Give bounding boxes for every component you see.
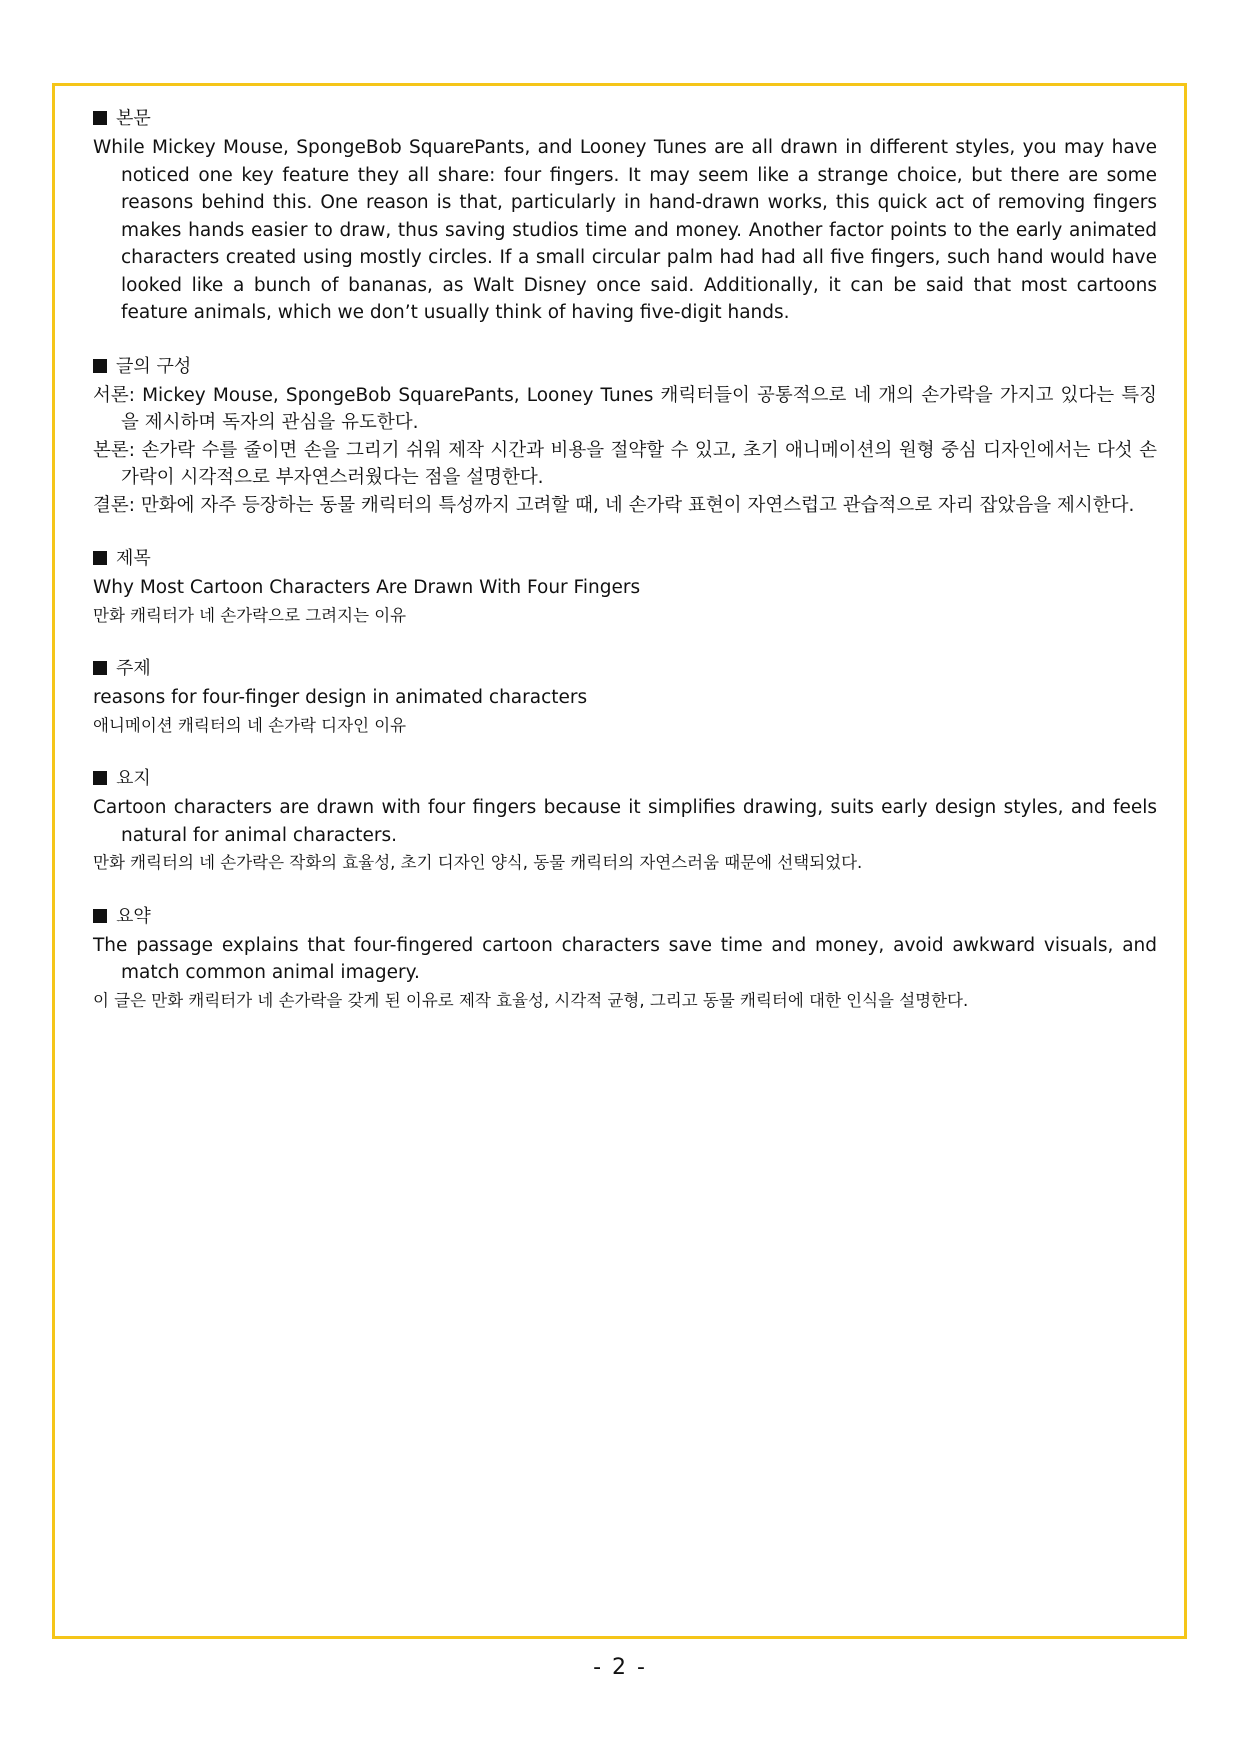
section-topic (93, 656, 1157, 739)
gist-korean: 만화 캐릭터의 네 손가락은 작화의 효율성, 초기 디자인 양식, 동물 캐릭터의 자연스러움 때문에 선택되었다. (93, 853, 863, 872)
title-korean: 만화 캐릭터가 네 손가락으로 그려지는 이유 (93, 605, 407, 625)
square-bullet-icon (93, 111, 107, 125)
square-bullet-icon (93, 661, 107, 675)
section-summary (93, 904, 1157, 1015)
section-structure (93, 354, 1157, 520)
section-body (93, 106, 1157, 327)
section-heading (93, 354, 1157, 380)
structure-main: 본론: 손가락 수를 줄이면 손을 그리기 쉬워 제작 시간과 비용을 절약할 수 있고, 초기 애니메이션의 원형 중심 디자인에서는 다섯 손가락이 시각적으로 부자연스러웠다는 점을 설명한다. (93, 439, 1157, 488)
summary-korean: 이 글은 만화 캐릭터가 네 손가락을 갖게 된 이유로 제작 효율성, 시각적 균형, 그리고 동물 캐릭터에 대한 인식을 설명한다. (93, 990, 969, 1010)
structure-intro: 서론: Mickey Mouse, SpongeBob SquarePants, Looney Tunes 캐릭터들이 공통적으로 네 개의 손가락을 가지고 있다는 특징을 제시하며 독자의 관심을 유도한다. (93, 384, 1157, 433)
square-bullet-icon (93, 909, 107, 923)
gist-english: Cartoon characters are drawn with four fingers because it simplifies drawing, suits early design styles, and feels natural for animal characters. (93, 797, 1157, 846)
section-heading-text: 주제 (116, 658, 151, 679)
section-heading-text: 본문 (116, 108, 151, 129)
square-bullet-icon (93, 359, 107, 373)
structure-conclusion: 결론: 만화에 자주 등장하는 동물 캐릭터의 특성까지 고려할 때, 네 손가락 표현이 자연스럽고 관습적으로 자리 잡았음을 제시한다. (93, 494, 1135, 516)
square-bullet-icon (93, 771, 107, 785)
topic-english: reasons for four-finger design in animated characters (93, 687, 588, 708)
body-paragraph: While Mickey Mouse, SpongeBob SquarePants, and Looney Tunes are all drawn in different styles, you may have noticed one key feature they all share: four fingers. It may seem like a strange choice, but there are some reasons behind this. One reason is that, particularly in hand-drawn works, this quick act of removing fingers makes hands easier to draw, thus saving studios time and money. Another factor points to the early animated characters created using mostly circles. If a small circular palm had had all five fingers, such hand would have looked like a bunch of bananas, as Walt Disney once said. Additionally, it can be said that most cartoons feature animals, which we don’t usually think of having five-digit hands. (93, 137, 1157, 323)
section-gist (93, 766, 1157, 877)
section-heading-text: 요약 (116, 905, 151, 927)
section-heading (93, 656, 1157, 682)
section-heading (93, 904, 1157, 930)
page-number: - 2 - (593, 1655, 647, 1680)
topic-korean: 애니메이션 캐릭터의 네 손가락 디자인 이유 (93, 715, 407, 735)
summary-english: The passage explains that four-fingered cartoon characters save time and money, avoid awkward visuals, and match common animal imagery. (93, 934, 1157, 983)
section-heading-text: 글의 구성 (116, 355, 192, 377)
section-heading (93, 106, 1157, 132)
section-heading (93, 766, 1157, 792)
section-heading-text: 제목 (116, 548, 151, 569)
section-title (93, 546, 1157, 629)
section-heading-text: 요지 (116, 768, 151, 789)
title-english: Why Most Cartoon Characters Are Drawn With Four Fingers (93, 577, 641, 598)
document-content (93, 106, 1157, 1041)
square-bullet-icon (93, 551, 107, 565)
section-heading (93, 546, 1157, 572)
